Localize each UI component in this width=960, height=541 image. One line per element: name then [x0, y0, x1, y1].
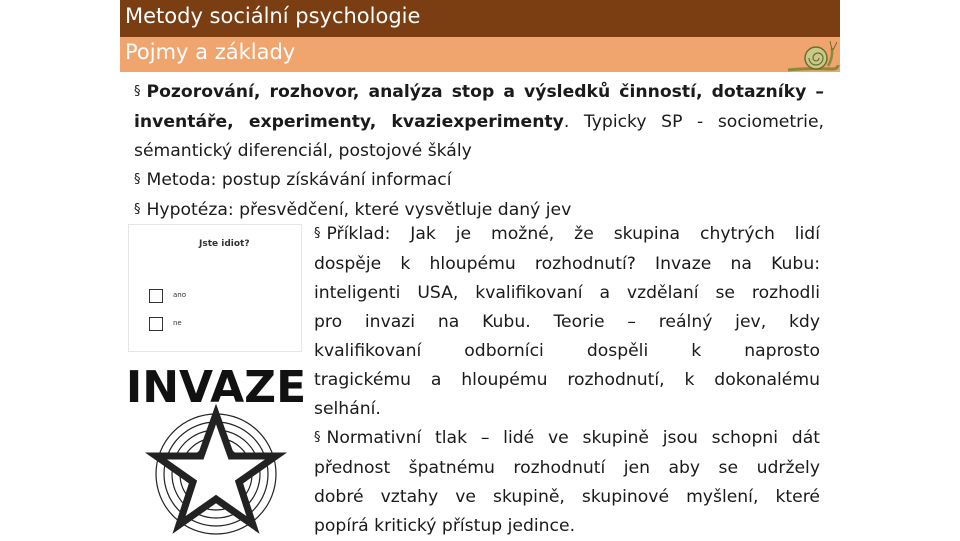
star-emblem-icon	[156, 414, 276, 534]
methods-list-line1: Pozorování, rozhovor, analýza stop a výsledků činností, dotazníky –	[146, 82, 824, 102]
snail-icon	[786, 38, 840, 74]
quiz-question: Jste idiot?	[199, 239, 250, 249]
example-line: pro invazi na Kubu. Teorie – reálný jev, kdy	[314, 312, 820, 332]
invaze-logo	[125, 352, 307, 537]
methods-list-line2: inventáře, experimenty, kvaziexperimenty	[134, 112, 564, 132]
method-definition: Metoda: postup získávání informací	[146, 170, 452, 190]
slide-title: Metody sociální psychologie	[125, 4, 421, 28]
slide-subtitle: Pojmy a základy	[125, 40, 296, 64]
quiz-option: ne	[173, 319, 182, 327]
example-line: inteligenti USA, kvalifikovaní a vzdělaní se rozhodli	[314, 283, 820, 303]
example-line: selhání.	[314, 399, 381, 419]
norm-line: popírá kritický přístup jedince.	[314, 516, 576, 536]
bullet-icon: §	[314, 430, 321, 445]
quiz-image	[128, 224, 302, 352]
example-text	[314, 220, 820, 541]
example-line: tragickému a hloupému rozhodnutí, k dokonalému	[314, 370, 820, 390]
example-line: kvalifikovaní odborníci dospěli k naprosto	[314, 341, 820, 361]
bullet-icon: §	[134, 202, 141, 217]
checkbox-icon	[149, 289, 163, 303]
bullet-icon: §	[314, 226, 321, 241]
checkbox-icon	[149, 317, 163, 331]
quiz-option: ano	[173, 291, 187, 299]
norm-line: dobré vztahy ve skupině, skupinové myšlení, které	[314, 487, 820, 507]
bullet-icon: §	[134, 84, 141, 99]
intro-text	[134, 78, 824, 226]
hypothesis-definition: Hypotéza: přesvědčení, které vysvětluje daný jev	[146, 200, 572, 220]
norm-line: Normativní tlak – lidé ve skupině jsou schopni dát	[326, 428, 820, 448]
invaze-logo-text: INVAZE	[125, 362, 307, 413]
sp-methods-cont: sémantický diferenciál, postojové škály	[134, 141, 472, 161]
bullet-icon: §	[134, 172, 141, 187]
norm-line: přednost špatnému rozhodnutí jen aby se udržely	[314, 458, 820, 478]
example-line: dospěje k hloupému rozhodnutí? Invaze na Kubu:	[314, 254, 820, 274]
example-line: Příklad: Jak je možné, že skupina chytrých lidí	[326, 224, 820, 244]
sp-methods: . Typicky SP - sociometrie,	[563, 112, 824, 132]
